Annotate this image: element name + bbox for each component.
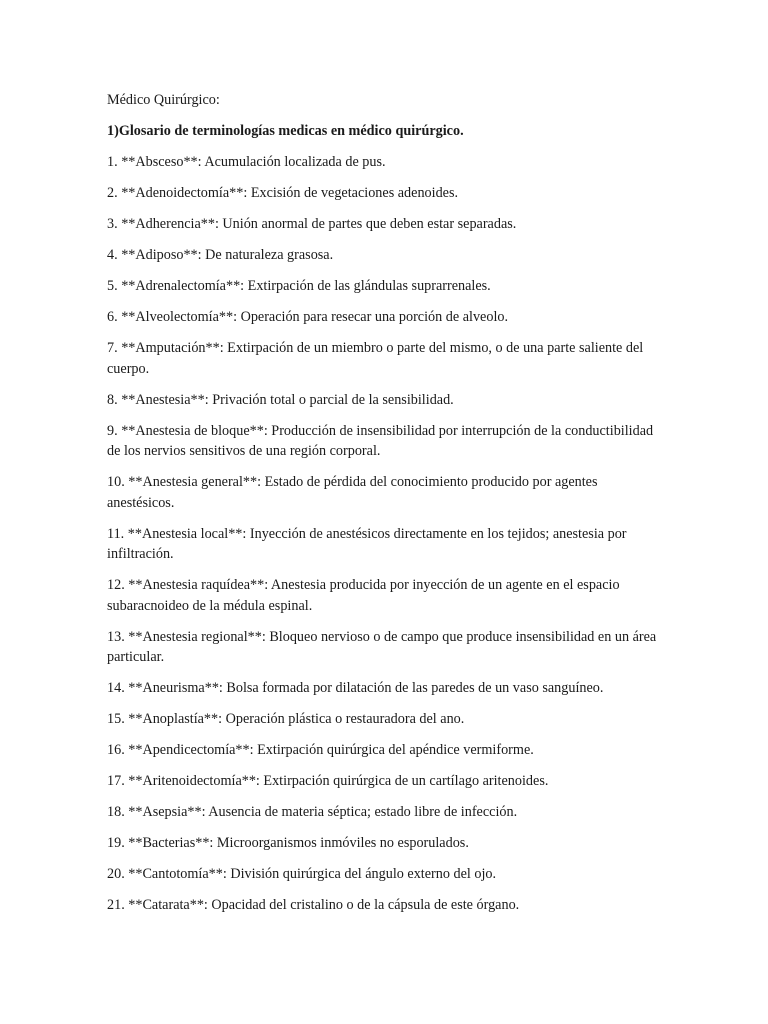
glossary-item: 17. **Aritenoidectomía**: Extirpación quirúrgica de un cartílago aritenoides. xyxy=(107,773,549,789)
document-subtitle: Médico Quirúrgico: xyxy=(107,92,220,108)
glossary-item: 19. **Bacterias**: Microorganismos inmóviles no esporulados. xyxy=(107,835,469,851)
document-heading: 1)Glosario de terminologías medicas en médico quirúrgico. xyxy=(107,123,464,139)
glossary-item: 10. **Anestesia general**: Estado de pérdida del conocimiento producido por agentes anestésicos. xyxy=(107,474,598,511)
glossary-item: 5. **Adrenalectomía**: Extirpación de las glándulas suprarrenales. xyxy=(107,278,491,294)
glossary-item: 2. **Adenoidectomía**: Excisión de vegetaciones adenoides. xyxy=(107,185,459,201)
glossary-item: 13. **Anestesia regional**: Bloqueo nervioso o de campo que produce insensibilidad en un área particular. xyxy=(107,628,657,665)
glossary-item: 4. **Adiposo**: De naturaleza grasosa. xyxy=(107,247,334,263)
document-body xyxy=(107,90,667,926)
glossary-item: 15. **Anoplastía**: Operación plástica o restauradora del ano. xyxy=(107,711,465,727)
glossary-item: 20. **Cantotomía**: División quirúrgica del ángulo externo del ojo. xyxy=(107,866,497,882)
glossary-item: 3. **Adherencia**: Unión anormal de partes que deben estar separadas. xyxy=(107,216,517,232)
glossary-item: 1. **Absceso**: Acumulación localizada de pus. xyxy=(107,154,386,170)
glossary-list xyxy=(107,152,667,916)
glossary-item: 8. **Anestesia**: Privación total o parcial de la sensibilidad. xyxy=(107,391,454,408)
glossary-item: 18. **Asepsia**: Ausencia de materia séptica; estado libre de infección. xyxy=(107,804,518,820)
glossary-item: 6. **Alveolectomía**: Operación para resecar una porción de alveolo. xyxy=(107,309,509,325)
glossary-item: 9. **Anestesia de bloque**: Producción de insensibilidad por interrupción de la conductibilidad de los nervios sensitivos de una región corporal. xyxy=(107,422,654,459)
glossary-item: 7. **Amputación**: Extirpación de un miembro o parte del mismo, o de una parte saliente del cuerpo. xyxy=(107,340,644,377)
glossary-item: 12. **Anestesia raquídea**: Anestesia producida por inyección de un agente en el espacio subaracnoideo de la médula espinal. xyxy=(107,577,620,614)
glossary-item: 21. **Catarata**: Opacidad del cristalino o de la cápsula de este órgano. xyxy=(107,897,520,913)
glossary-item: 16. **Apendicectomía**: Extirpación quirúrgica del apéndice vermiforme. xyxy=(107,742,534,758)
glossary-item: 14. **Aneurisma**: Bolsa formada por dilatación de las paredes de un vaso sanguíneo. xyxy=(107,680,604,696)
glossary-item: 11. **Anestesia local**: Inyección de anestésicos directamente en los tejidos; anestesia por infiltración. xyxy=(107,525,627,562)
